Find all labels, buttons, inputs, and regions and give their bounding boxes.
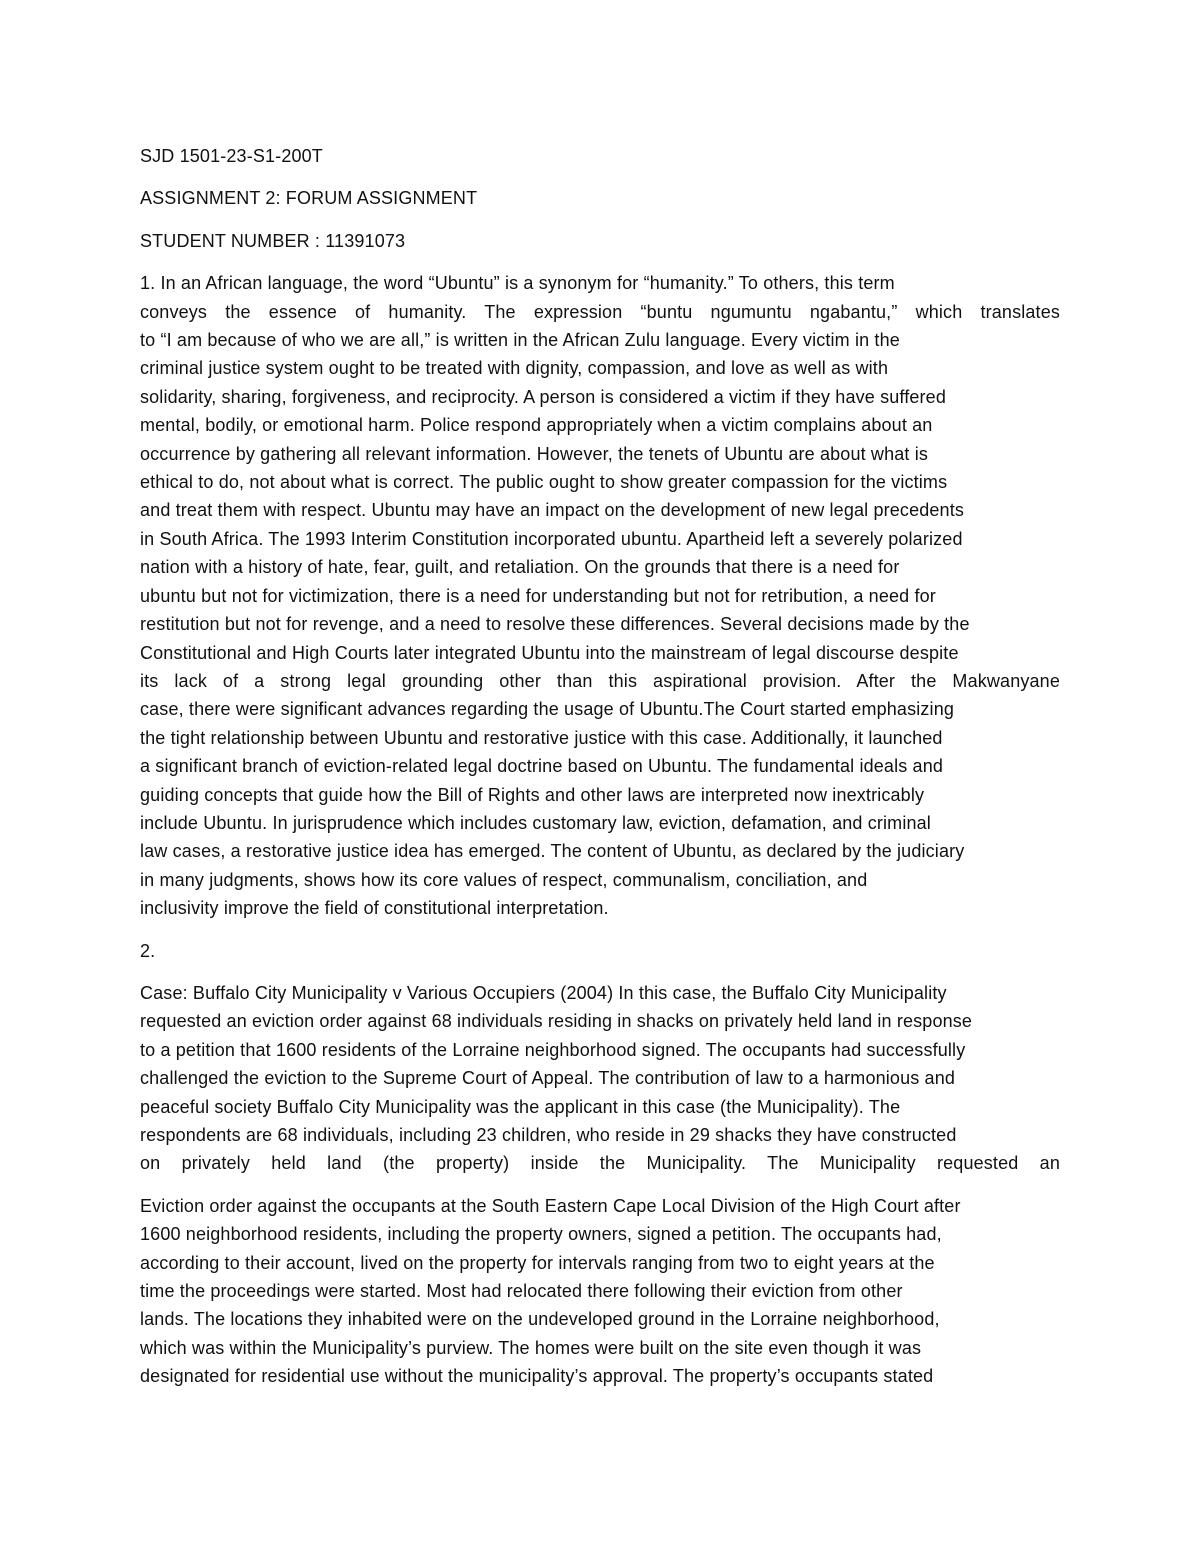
course-code: SJD 1501-23-S1-200T [140, 146, 323, 166]
text-line: guiding concepts that guide how the Bill of Rights and other laws are interpreted now inextricably [140, 784, 925, 805]
text-line: which was within the Municipality’s purview. The homes were built on the site even though it was [140, 1337, 922, 1358]
text-line: nation with a history of hate, fear, guilt, and retaliation. On the grounds that there is a need for [140, 557, 900, 578]
text-line: solidarity, sharing, forgiveness, and reciprocity. A person is considered a victim if they have suffered [140, 386, 946, 407]
text-line: time the proceedings were started. Most had relocated there following their eviction from other [140, 1281, 903, 1302]
text-line: in South Africa. The 1993 Interim Constitution incorporated ubuntu. Apartheid left a severely polarized [140, 528, 963, 549]
text-line: restitution but not for revenge, and a need to resolve these differences. Several decisions made by the [140, 614, 970, 635]
text-line: respondents are 68 individuals, including 23 children, who reside in 29 shacks they have constructed [140, 1125, 957, 1145]
text-line: peaceful society Buffalo City Municipality was the applicant in this case (the Municipality). The [140, 1096, 901, 1117]
text-line: and treat them with respect. Ubuntu may have an impact on the development of new legal precedents [140, 500, 965, 521]
text-line: law cases, a restorative justice idea has emerged. The content of Ubuntu, as declared by the judiciary [140, 841, 965, 862]
question-1-answer [140, 269, 1060, 922]
text-line: on privately held land (the property) inside the Municipality. The Municipality requested an [140, 1153, 1060, 1174]
text-line: a significant branch of eviction-related legal doctrine based on Ubuntu. The fundamental ideals and [140, 756, 944, 777]
text-line: inclusivity improve the field of constitutional interpretation. [140, 898, 609, 919]
text-line: 1. In an African language, the word “Ubuntu” is a synonym for “humanity.” To others, this term [140, 273, 895, 294]
text-line: occurrence by gathering all relevant information. However, the tenets of Ubuntu are about what is [140, 443, 928, 464]
text-line: Case: Buffalo City Municipality v Various Occupiers (2004) In this case, the Buffalo City Municipality [140, 982, 947, 1003]
question-2-case-summary [140, 979, 1060, 1178]
text-line: ethical to do, not about what is correct. The public ought to show greater compassion for the victims [140, 472, 948, 493]
text-line: challenged the eviction to the Supreme Court of Appeal. The contribution of law to a harmonious and [140, 1068, 956, 1089]
question-2-case-details [140, 1192, 1060, 1391]
text-line: Eviction order against the occupants at the South Eastern Cape Local Division of the High Court after [140, 1195, 961, 1216]
text-line: in many judgments, shows how its core values of respect, communalism, conciliation, and [140, 869, 868, 890]
question-2-number: 2. [140, 940, 156, 961]
text-line: mental, bodily, or emotional harm. Police respond appropriately when a victim complains about an [140, 415, 933, 436]
text-line: its lack of a strong legal grounding other than this aspirational provision. After the Makwanyane [140, 670, 1060, 691]
text-line: conveys the essence of humanity. The expression “buntu ngumuntu ngabantu,” which translates [140, 301, 1060, 322]
text-line: criminal justice system ought to be treated with dignity, compassion, and love as well as with [140, 358, 889, 379]
text-line: to “I am because of who we are all,” is written in the African Zulu language. Every victim in the [140, 330, 900, 351]
assignment-title: ASSIGNMENT 2: FORUM ASSIGNMENT [140, 188, 478, 209]
text-line: to a petition that 1600 residents of the Lorraine neighborhood signed. The occupants had successfully [140, 1039, 966, 1060]
text-line: include Ubuntu. In jurisprudence which includes customary law, eviction, defamation, and criminal [140, 812, 931, 833]
text-line: case, there were significant advances regarding the usage of Ubuntu.The Court started emphasizing [140, 699, 955, 720]
text-line: requested an eviction order against 68 individuals residing in shacks on privately held land in response [140, 1011, 973, 1032]
text-line: Constitutional and High Courts later integrated Ubuntu into the mainstream of legal discourse despite [140, 642, 959, 663]
text-line: the tight relationship between Ubuntu and restorative justice with this case. Additionally, it launched [140, 727, 943, 748]
document-body [140, 142, 1060, 1405]
text-line: ubuntu but not for victimization, there is a need for understanding but not for retribution, a need for [140, 585, 936, 606]
text-line: designated for residential use without the municipality’s approval. The property’s occupants stated [140, 1366, 934, 1387]
text-line: lands. The locations they inhabited were on the undeveloped ground in the Lorraine neighborhood, [140, 1309, 940, 1330]
text-line: 1600 neighborhood residents, including the property owners, signed a petition. The occupants had, [140, 1224, 942, 1245]
text-line: according to their account, lived on the property for intervals ranging from two to eight years at the [140, 1252, 935, 1273]
student-number: STUDENT NUMBER : 11391073 [140, 230, 406, 251]
